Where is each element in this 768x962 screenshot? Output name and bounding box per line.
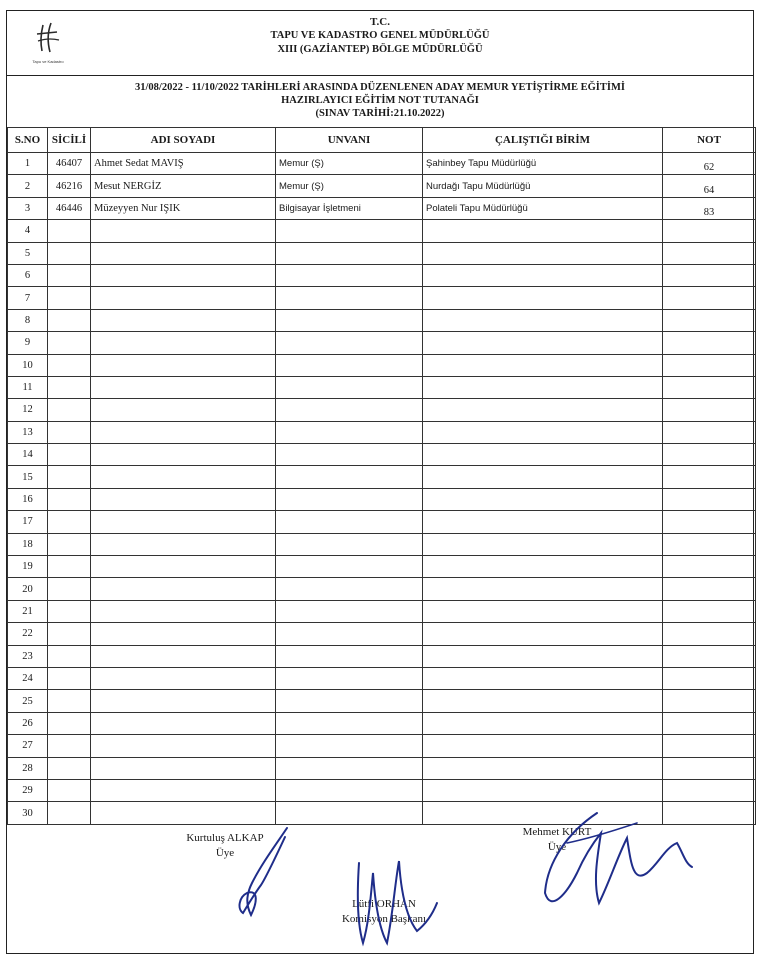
- table-row: [8, 399, 756, 421]
- column-header-sicil: SİCİLİ: [48, 128, 91, 153]
- cell-grade: [663, 757, 756, 779]
- column-header-sno: S.NO: [8, 128, 48, 153]
- grades-table: [7, 127, 756, 825]
- cell-name: [91, 757, 276, 779]
- cell-title: [276, 690, 423, 712]
- table-row: [8, 578, 756, 600]
- cell-grade: [663, 488, 756, 510]
- cell-sno: 15: [8, 466, 48, 488]
- cell-grade: [663, 332, 756, 354]
- cell-name: [91, 242, 276, 264]
- cell-grade: [663, 421, 756, 443]
- cell-sicil: [48, 421, 91, 443]
- cell-name: [91, 399, 276, 421]
- cell-name: Mesut NERGİZ: [91, 175, 276, 197]
- column-header-title: UNVANI: [276, 128, 423, 153]
- document-title: [7, 75, 753, 127]
- cell-sicil: [48, 376, 91, 398]
- cell-title: [276, 712, 423, 734]
- cell-name: [91, 667, 276, 689]
- table-row: [8, 153, 756, 175]
- cell-sicil: [48, 623, 91, 645]
- signer-role: Üye: [547, 841, 567, 853]
- cell-unit: [423, 332, 663, 354]
- table-row: [8, 197, 756, 219]
- table-row: [8, 690, 756, 712]
- table-row: [8, 466, 756, 488]
- cell-title: [276, 533, 423, 555]
- cell-grade: [663, 354, 756, 376]
- handwritten-signature-right: [527, 803, 707, 923]
- cell-name: [91, 220, 276, 242]
- table-row: [8, 444, 756, 466]
- cell-sno: 12: [8, 399, 48, 421]
- cell-sno: 18: [8, 533, 48, 555]
- cell-sno: 20: [8, 578, 48, 600]
- org-line-tc: T.C.: [370, 16, 390, 28]
- cell-sno: 11: [8, 376, 48, 398]
- cell-name: [91, 421, 276, 443]
- cell-unit: [423, 399, 663, 421]
- cell-sno: 7: [8, 287, 48, 309]
- table-row: [8, 175, 756, 197]
- cell-name: [91, 779, 276, 801]
- cell-sno: 5: [8, 242, 48, 264]
- cell-unit: [423, 466, 663, 488]
- cell-sno: 3: [8, 197, 48, 219]
- cell-sicil: [48, 287, 91, 309]
- title-line-2: HAZIRLAYICI EĞİTİM NOT TUTANAĞI: [281, 95, 479, 106]
- cell-sno: 29: [8, 779, 48, 801]
- cell-name: [91, 533, 276, 555]
- cell-sicil: [48, 712, 91, 734]
- cell-grade: [663, 220, 756, 242]
- column-header-unit: ÇALIŞTIĞI BİRİM: [423, 128, 663, 153]
- cell-name: Müzeyyen Nur IŞIK: [91, 197, 276, 219]
- cell-sno: 23: [8, 645, 48, 667]
- cell-unit: Nurdağı Tapu Müdürlüğü: [423, 175, 663, 197]
- cell-sicil: 46446: [48, 197, 91, 219]
- cell-sicil: [48, 399, 91, 421]
- cell-title: [276, 600, 423, 622]
- cell-title: [276, 220, 423, 242]
- cell-unit: [423, 220, 663, 242]
- cell-title: [276, 556, 423, 578]
- cell-name: [91, 511, 276, 533]
- title-line-1: 31/08/2022 - 11/10/2022 TARİHLERİ ARASINDA DÜZENLENEN ADAY MEMUR YETİŞTİRME EĞİTİMİ: [135, 82, 625, 93]
- cell-name: Ahmet Sedat MAVIŞ: [91, 153, 276, 175]
- table-row: [8, 354, 756, 376]
- cell-unit: Polateli Tapu Müdürlüğü: [423, 197, 663, 219]
- signature-member-right: [487, 825, 627, 855]
- cell-grade: [663, 309, 756, 331]
- cell-name: [91, 354, 276, 376]
- cell-unit: [423, 690, 663, 712]
- cell-sicil: [48, 735, 91, 757]
- document-header: [7, 11, 753, 76]
- cell-sicil: [48, 556, 91, 578]
- cell-unit: [423, 354, 663, 376]
- cell-sno: 26: [8, 712, 48, 734]
- cell-grade: [663, 287, 756, 309]
- table-row: [8, 556, 756, 578]
- cell-sno: 13: [8, 421, 48, 443]
- cell-title: [276, 287, 423, 309]
- cell-unit: [423, 578, 663, 600]
- cell-title: [276, 735, 423, 757]
- table-row: [8, 667, 756, 689]
- cell-title: [276, 578, 423, 600]
- column-header-grade: NOT: [663, 128, 756, 153]
- cell-grade: 64: [663, 175, 756, 197]
- cell-unit: [423, 421, 663, 443]
- cell-sno: 28: [8, 757, 48, 779]
- cell-grade: [663, 376, 756, 398]
- signer-name: Kurtuluş ALKAP: [186, 832, 264, 844]
- cell-sno: 22: [8, 623, 48, 645]
- cell-sno: 2: [8, 175, 48, 197]
- table-row: [8, 309, 756, 331]
- cell-sicil: [48, 354, 91, 376]
- cell-grade: [663, 264, 756, 286]
- cell-sicil: 46216: [48, 175, 91, 197]
- cell-grade: [663, 578, 756, 600]
- table-row: [8, 287, 756, 309]
- table-row: [8, 264, 756, 286]
- cell-unit: [423, 735, 663, 757]
- table-row: [8, 488, 756, 510]
- cell-name: [91, 735, 276, 757]
- cell-sno: 30: [8, 802, 48, 824]
- cell-name: [91, 264, 276, 286]
- cell-name: [91, 712, 276, 734]
- cell-sicil: [48, 757, 91, 779]
- cell-title: [276, 354, 423, 376]
- title-line-3: (SINAV TARİHİ:21.10.2022): [315, 108, 445, 119]
- table-header-row: [8, 128, 756, 153]
- cell-unit: Şahinbey Tapu Müdürlüğü: [423, 153, 663, 175]
- org-line-regional-directorate: XIII (GAZİANTEP) BÖLGE MÜDÜRLÜĞÜ: [277, 44, 483, 55]
- table-row: [8, 757, 756, 779]
- cell-sno: 6: [8, 264, 48, 286]
- table-row: [8, 376, 756, 398]
- cell-sicil: 46407: [48, 153, 91, 175]
- cell-unit: [423, 533, 663, 555]
- table-row: [8, 533, 756, 555]
- cell-sicil: [48, 779, 91, 801]
- cell-sicil: [48, 242, 91, 264]
- logo-caption: Tapu ve Kadastro: [32, 59, 64, 64]
- cell-unit: [423, 667, 663, 689]
- table-row: [8, 242, 756, 264]
- cell-sno: 14: [8, 444, 48, 466]
- cell-title: [276, 488, 423, 510]
- org-line-general-directorate: TAPU VE KADASTRO GENEL MÜDÜRLÜĞÜ: [270, 30, 490, 41]
- cell-name: [91, 623, 276, 645]
- table-row: [8, 712, 756, 734]
- cell-sicil: [48, 309, 91, 331]
- cell-title: [276, 332, 423, 354]
- cell-name: [91, 690, 276, 712]
- cell-unit: [423, 376, 663, 398]
- cell-grade: [663, 511, 756, 533]
- signer-name: Mehmet KURT: [522, 826, 592, 838]
- cell-unit: [423, 757, 663, 779]
- table-row: [8, 623, 756, 645]
- cell-title: [276, 466, 423, 488]
- cell-sno: 21: [8, 600, 48, 622]
- signer-name: Lütfi ORHAN: [352, 898, 416, 910]
- cell-grade: [663, 533, 756, 555]
- cell-unit: [423, 600, 663, 622]
- cell-sno: 9: [8, 332, 48, 354]
- table-body: [8, 153, 756, 825]
- cell-name: [91, 578, 276, 600]
- cell-title: [276, 623, 423, 645]
- cell-grade: 83: [663, 197, 756, 219]
- cell-grade: [663, 399, 756, 421]
- cell-sicil: [48, 466, 91, 488]
- cell-unit: [423, 779, 663, 801]
- cell-title: [276, 309, 423, 331]
- cell-sicil: [48, 264, 91, 286]
- cell-grade: 62: [663, 153, 756, 175]
- signature-area: [7, 803, 753, 955]
- cell-sno: 10: [8, 354, 48, 376]
- cell-sno: 27: [8, 735, 48, 757]
- cell-name: [91, 309, 276, 331]
- cell-title: [276, 264, 423, 286]
- cell-title: [276, 242, 423, 264]
- signature-chairman: [319, 897, 449, 927]
- table-row: [8, 779, 756, 801]
- cell-sicil: [48, 667, 91, 689]
- table-row: [8, 332, 756, 354]
- handwritten-signature-middle: [337, 833, 447, 953]
- cell-sicil: [48, 220, 91, 242]
- cell-unit: [423, 488, 663, 510]
- cell-title: [276, 511, 423, 533]
- organization-title: [7, 15, 753, 57]
- cell-sno: 24: [8, 667, 48, 689]
- cell-name: [91, 645, 276, 667]
- cell-sicil: [48, 600, 91, 622]
- document-sheet: [6, 10, 754, 954]
- cell-name: [91, 332, 276, 354]
- cell-grade: [663, 623, 756, 645]
- cell-title: [276, 421, 423, 443]
- cell-title: Memur (Ş): [276, 175, 423, 197]
- cell-title: [276, 399, 423, 421]
- cell-unit: [423, 511, 663, 533]
- cell-sno: 1: [8, 153, 48, 175]
- cell-sicil: [48, 578, 91, 600]
- cell-unit: [423, 645, 663, 667]
- cell-grade: [663, 645, 756, 667]
- cell-unit: [423, 287, 663, 309]
- cell-sno: 19: [8, 556, 48, 578]
- cell-sicil: [48, 690, 91, 712]
- cell-unit: [423, 444, 663, 466]
- cell-name: [91, 466, 276, 488]
- cell-grade: [663, 712, 756, 734]
- signer-role: Komisyon Başkanı: [341, 913, 427, 925]
- cell-sicil: [48, 488, 91, 510]
- cell-unit: [423, 309, 663, 331]
- cell-sicil: [48, 533, 91, 555]
- cell-unit: [423, 242, 663, 264]
- cell-unit: [423, 712, 663, 734]
- cell-grade: [663, 667, 756, 689]
- cell-sicil: [48, 645, 91, 667]
- cell-grade: [663, 779, 756, 801]
- cell-grade: [663, 242, 756, 264]
- cell-grade: [663, 600, 756, 622]
- table-row: [8, 735, 756, 757]
- cell-sicil: [48, 444, 91, 466]
- signature-member-left: [165, 831, 285, 861]
- cell-grade: [663, 444, 756, 466]
- cell-name: [91, 600, 276, 622]
- cell-name: [91, 287, 276, 309]
- cell-grade: [663, 466, 756, 488]
- cell-title: [276, 757, 423, 779]
- cell-title: [276, 667, 423, 689]
- cell-title: Bilgisayar İşletmeni: [276, 197, 423, 219]
- cell-title: [276, 645, 423, 667]
- cell-name: [91, 444, 276, 466]
- table-row: [8, 511, 756, 533]
- table-row: [8, 600, 756, 622]
- cell-sno: 17: [8, 511, 48, 533]
- cell-grade: [663, 556, 756, 578]
- cell-sicil: [48, 332, 91, 354]
- cell-name: [91, 556, 276, 578]
- cell-sno: 16: [8, 488, 48, 510]
- cell-name: [91, 488, 276, 510]
- cell-sno: 4: [8, 220, 48, 242]
- cell-title: [276, 376, 423, 398]
- cell-title: [276, 444, 423, 466]
- table-row: [8, 421, 756, 443]
- cell-sno: 25: [8, 690, 48, 712]
- table-row: [8, 645, 756, 667]
- cell-grade: [663, 690, 756, 712]
- column-header-name: ADI SOYADI: [91, 128, 276, 153]
- cell-grade: [663, 735, 756, 757]
- signer-role: Üye: [215, 847, 235, 859]
- cell-unit: [423, 556, 663, 578]
- cell-sicil: [48, 511, 91, 533]
- cell-unit: [423, 264, 663, 286]
- cell-unit: [423, 623, 663, 645]
- cell-name: [91, 376, 276, 398]
- cell-title: Memur (Ş): [276, 153, 423, 175]
- cell-title: [276, 779, 423, 801]
- cell-sno: 8: [8, 309, 48, 331]
- table-row: [8, 220, 756, 242]
